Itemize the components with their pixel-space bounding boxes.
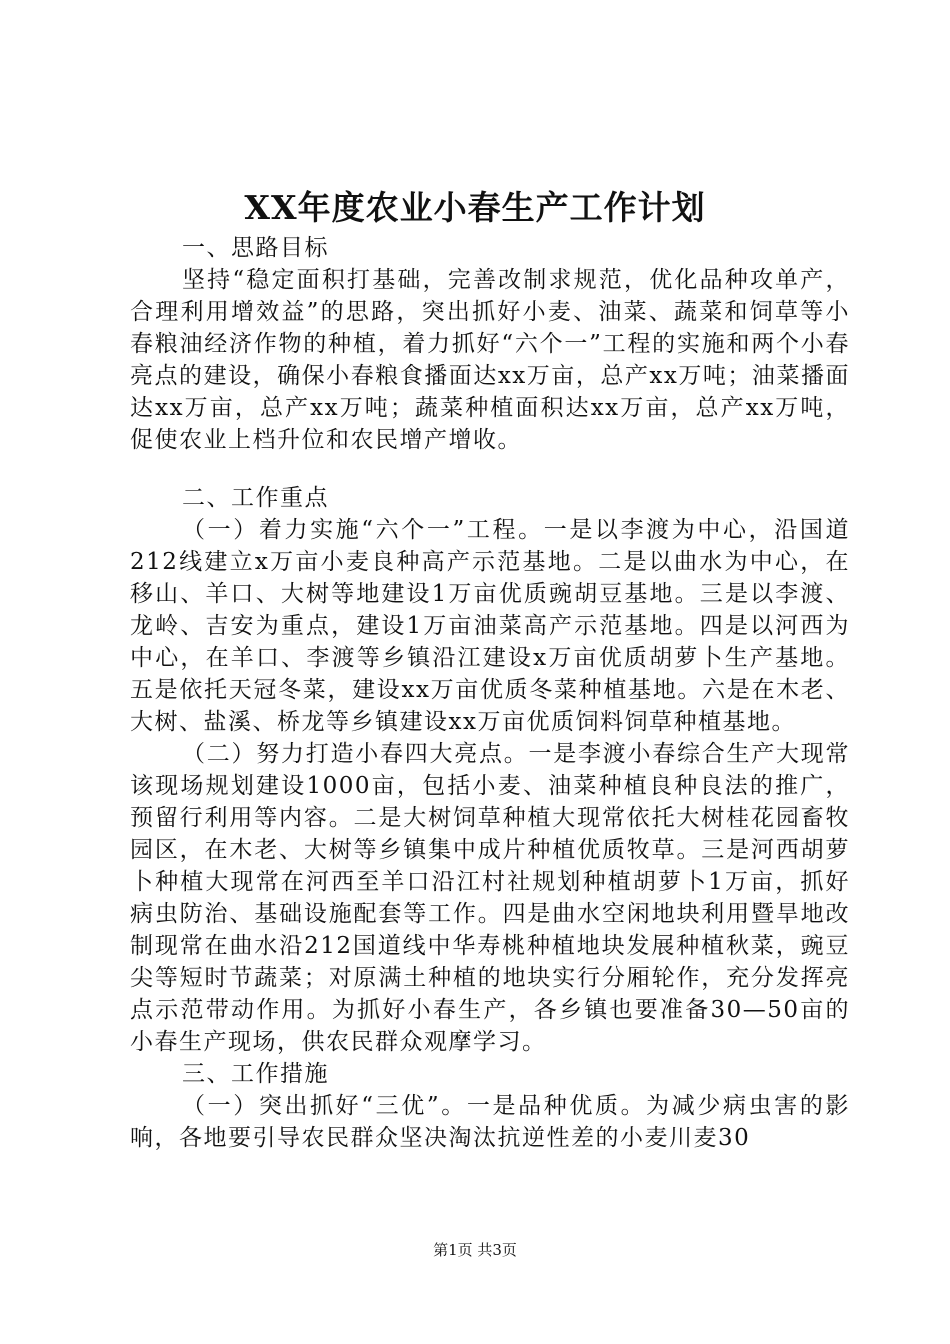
section-2-subparagraph-1: （一）着力实施“六个一”工程。一是以李渡为中心，沿国道212线建立x万亩小麦良种高产示范基地。二是以曲水为中心，在移山、羊口、大树等地建设1万亩优质豌胡豆基地。三是以李渡、龙岭、吉安为重点，建设1万亩油菜高产示范基地。四是以河西为中心，在羊口、李渡等乡镇沿江建设x万亩优质胡萝卜生产基地。五是依托天冠冬菜，建设xx万亩优质冬菜种植基地。六是在木老、大树、盐溪、桥龙等乡镇建设xx万亩优质饲料饲草种植基地。: [130, 517, 850, 735]
section-paragraph-1: 坚持“稳定面积打基础，完善改制求规范，优化品种攻单产，合理利用增效益”的思路，突出抓好小麦、油菜、蔬菜和饲草等小春粮油经济作物的种植，着力抓好“六个一”工程的实施和两个小春亮点的建设，确保小春粮食播面达xx万亩，总产xx万吨；油菜播面达xx万亩，总产xx万吨；蔬菜种植面积达xx万亩，总产xx万吨，促使农业上档升位和农民增产增收。: [130, 267, 850, 453]
section-heading-1: 一、思路目标: [182, 235, 329, 261]
page-number-footer: 第1页 共3页: [433, 1241, 517, 1259]
section-3-subparagraph-1: （一）突出抓好“三优”。一是品种优质。为减少病虫害的影响，各地要引导农民群众坚决淘汰抗逆性差的小麦川麦30: [130, 1093, 850, 1151]
document-title: XX年度农业小春生产工作计划: [244, 188, 706, 227]
section-2-subparagraph-2: （二）努力打造小春四大亮点。一是李渡小春综合生产大现常该现场规划建设1000亩，包括小麦、油菜种植良种良法的推广，预留行利用等内容。二是大树饲草种植大现常依托大树桂花园畜牧园区，在木老、大树等乡镇集中成片种植优质牧草。三是河西胡萝卜种植大现常在河西至羊口沿江村社规划种植胡萝卜1万亩，抓好病虫防治、基础设施配套等工作。四是曲水空闲地块利用暨旱地改制现常在曲水沿212国道线中华寿桃种植地块发展种植秋菜，豌豆尖等短时节蔬菜；对原满土种植的地块实行分厢轮作，充分发挥亮点示范带动作用。为抓好小春生产，各乡镇也要准备30—50亩的小春生产现场，供农民群众观摩学习。: [130, 741, 850, 1055]
document-body: [130, 232, 850, 1154]
paragraph-spacer: [130, 456, 850, 482]
section-heading-2: 二、工作重点: [182, 485, 329, 511]
section-heading-3: 三、工作措施: [182, 1061, 329, 1087]
